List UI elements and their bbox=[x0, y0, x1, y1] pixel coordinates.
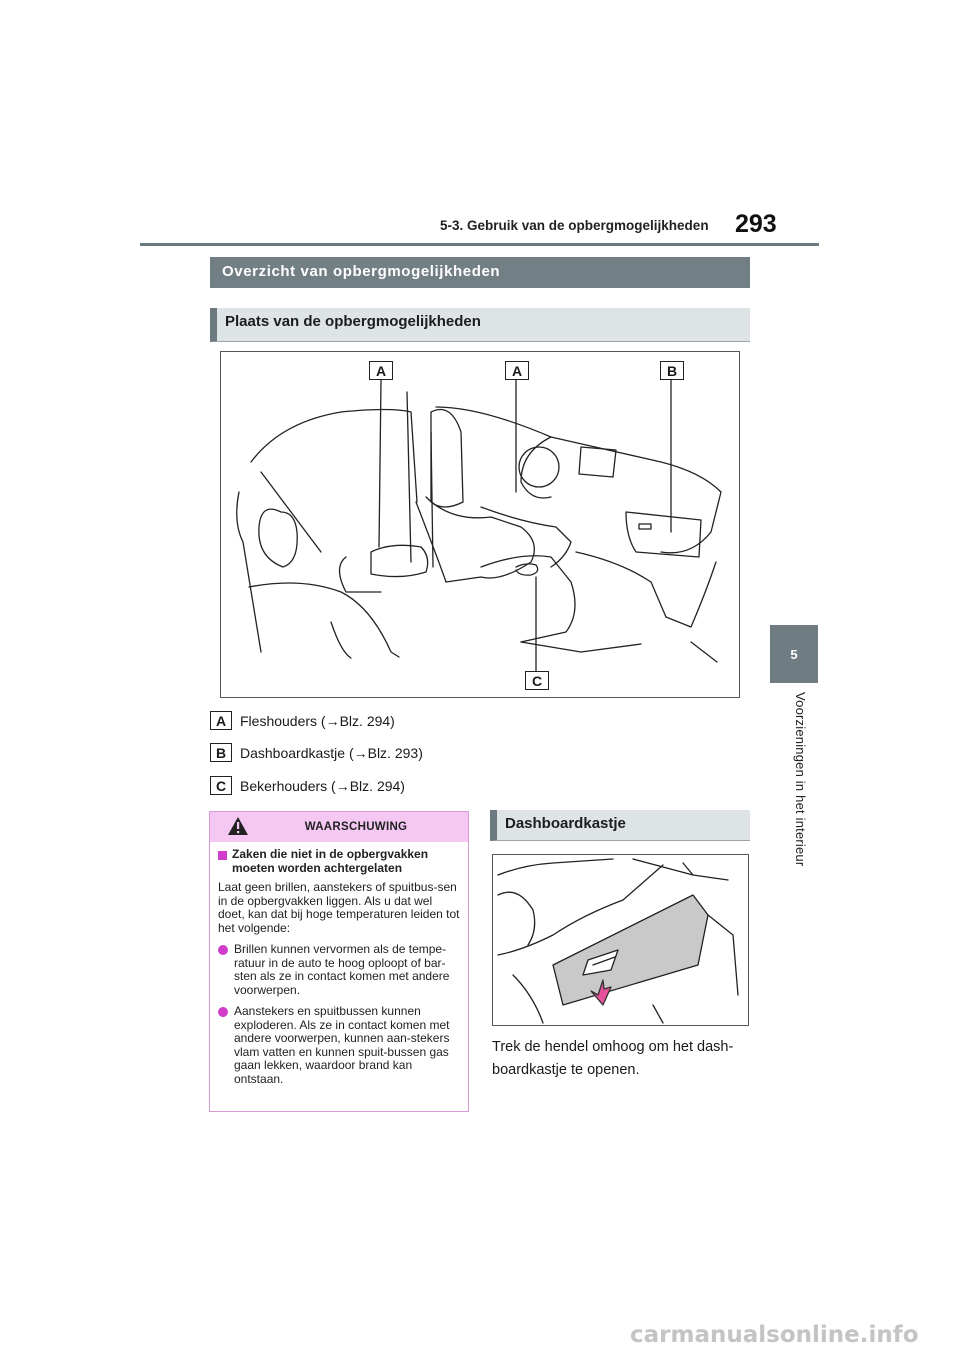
interior-illustration bbox=[220, 351, 740, 698]
warning-item bbox=[218, 1005, 460, 1086]
bullet-icon bbox=[218, 945, 228, 955]
section-heading: 5-3. Gebruik van de opbergmogelijkheden bbox=[440, 218, 709, 233]
location-banner: Plaats van de opbergmogelijkheden bbox=[210, 308, 750, 342]
warning-title: WAARSCHUWING bbox=[304, 821, 408, 833]
glovebox-drawing bbox=[493, 855, 748, 1025]
warning-item-text: Aanstekers en spuitbussen kunnen exploderen. Als ze in contact komen met andere voorwerpen, kunnen aan-stekers vlam vatten en kunnen spuit-bussen gas gaan lekken, waardoor brand kan ontstaan. bbox=[234, 1004, 450, 1086]
watermark-text: carmanualsonline.info bbox=[630, 1322, 919, 1348]
chapter-tab: 5 bbox=[770, 625, 818, 683]
bullet-icon bbox=[218, 1007, 228, 1017]
legend-letter: A bbox=[210, 711, 232, 730]
glovebox-illustration bbox=[492, 854, 749, 1026]
header-rule bbox=[140, 243, 819, 246]
legend-letter: C bbox=[210, 776, 232, 795]
legend-item-a bbox=[210, 711, 395, 730]
legend-text: Dashboardkastje (→Blz. 293) bbox=[240, 744, 423, 761]
legend-item-b bbox=[210, 743, 423, 762]
legend-text: Fleshouders (→Blz. 294) bbox=[240, 712, 395, 729]
warning-item bbox=[218, 943, 460, 997]
warning-subheading: Zaken die niet in de opbergvakken moeten worden achtergelaten bbox=[232, 847, 429, 875]
legend-item-c bbox=[210, 776, 405, 795]
warning-subheading-row bbox=[218, 848, 460, 875]
chapter-tab-label: Voorzieningen in het interieur bbox=[793, 692, 808, 867]
callout-a-right: A bbox=[505, 361, 529, 380]
callout-b: B bbox=[660, 361, 684, 380]
dashboard-banner: Dashboardkastje bbox=[490, 810, 750, 841]
warning-item-text: Brillen kunnen vervormen als de tempe-ratuur in de auto te hoog oploopt of bar-sten als ze in contact komen met andere voorwerpen. bbox=[234, 942, 450, 997]
warning-triangle-icon bbox=[227, 816, 249, 836]
dashboard-instruction: Trek de hendel omhoog om het dash-boardkastje te openen. bbox=[492, 1039, 734, 1078]
warning-box bbox=[209, 811, 469, 1112]
warning-intro: Laat geen brillen, aanstekers of spuitbus-sen in de opbergvakken liggen. Als u dat wel doet, kan dat bij hoge temperaturen leiden tot het volgende: bbox=[218, 880, 460, 935]
callout-a-left: A bbox=[369, 361, 393, 380]
legend-letter: B bbox=[210, 743, 232, 762]
legend-text: Bekerhouders (→Blz. 294) bbox=[240, 777, 405, 794]
square-bullet-icon bbox=[218, 851, 227, 860]
callout-c: C bbox=[525, 671, 549, 690]
overview-banner: Overzicht van opbergmogelijkheden bbox=[210, 257, 750, 288]
warning-header bbox=[210, 812, 468, 842]
car-interior-drawing bbox=[221, 352, 739, 697]
page-number: 293 bbox=[735, 210, 777, 238]
